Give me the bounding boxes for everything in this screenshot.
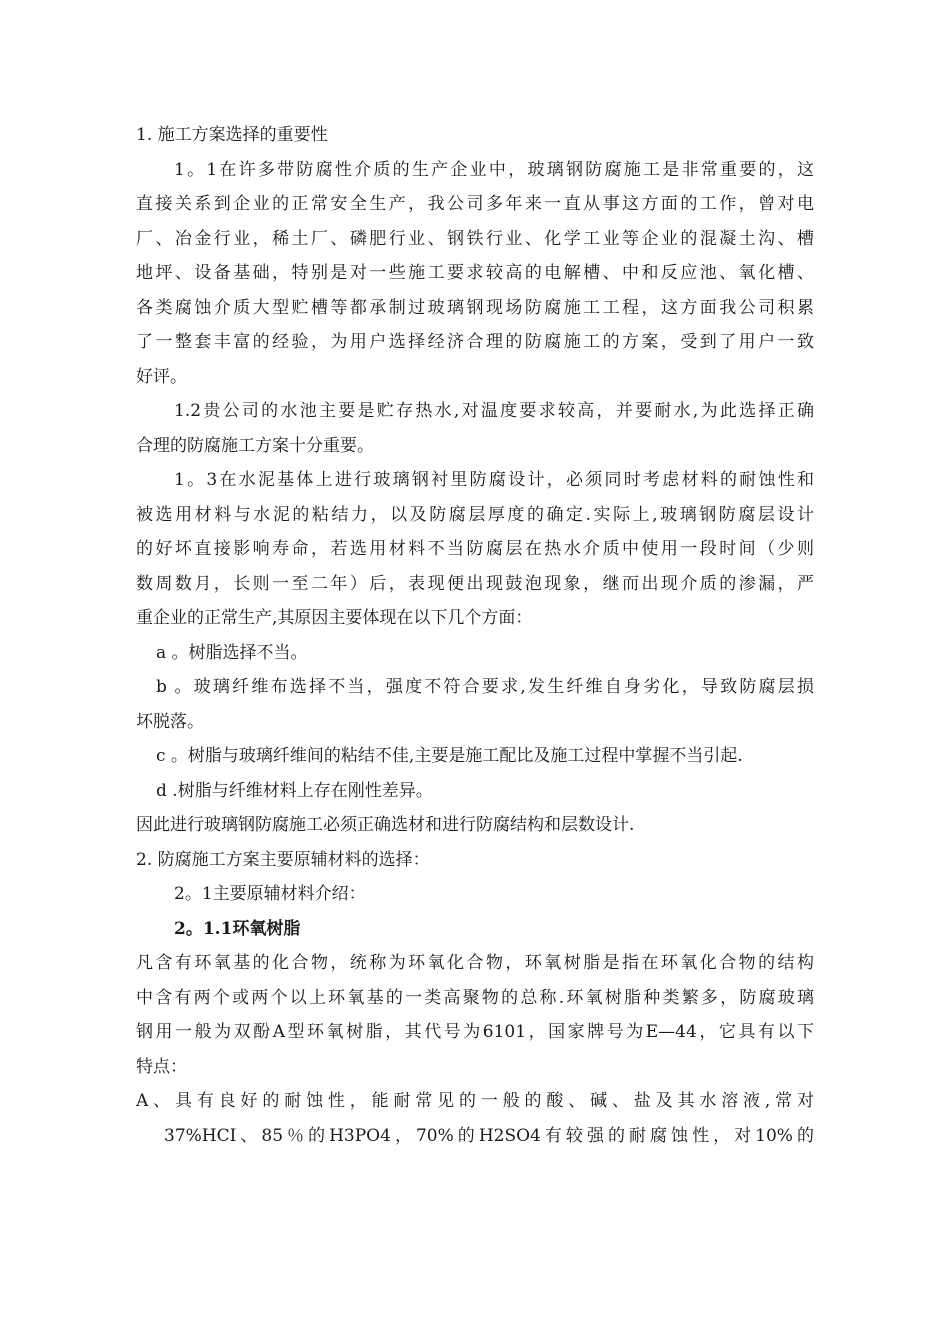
paragraph-line: 直接关系到企业的正常安全生产，我公司多年来一直从事这方面的工作，曾对电 [136,194,814,214]
paragraph-line: 坏脱落。 [136,711,204,732]
paragraph-line: 1。3在水泥基体上进行玻璃钢衬里防腐设计，必须同时考虑材料的耐蚀性和 [174,470,814,490]
paragraph-line: 1。1在许多带防腐性介质的生产企业中，玻璃钢防腐施工是非常重要的，这 [174,159,814,180]
paragraph-line: 凡含有环氧基的化合物，统称为环氧化合物，环氧树脂是指在环氧化合物的结构 [136,953,814,973]
paragraph-line: 数周数月，长则一至二年）后，表现便出现鼓泡现象，继而出现介质的渗漏，严 [136,573,814,594]
paragraph-line: 了一整套丰富的经验，为用户选择经济合理的防腐施工的方案，受到了用户一致 [136,332,814,352]
paragraph-line: 好评。 [136,366,187,387]
list-item-c: c 。树脂与玻璃纤维间的粘结不佳,主要是施工配比及施工过程中掌握不当引起. [156,746,743,766]
paragraph-line: 1.2贵公司的水池主要是贮存热水,对温度要求较高，并要耐水,为此选择正确 [174,401,814,421]
paragraph-line: 地坪、设备基础，特别是对一些施工要求较高的电解槽、中和反应池、氧化槽、 [136,263,814,283]
paragraph-line: 因此进行玻璃钢防腐施工必须正确选材和进行防腐结构和层数设计. [136,815,635,835]
list-item-a: a 。树脂选择不当。 [156,642,308,663]
section-heading-2: 2. 防腐施工方案主要原辅材料的选择： [136,849,430,870]
subsubsection-heading: 2。1.1环氧树脂 [174,918,301,939]
subsection-heading: 2。1主要原辅材料介绍： [174,884,366,904]
paragraph-line: 特点： [136,1056,187,1077]
paragraph-line: 的好坏直接影响寿命，若选用材料不当防腐层在热水介质中使用一段时间（少则 [136,539,814,559]
paragraph-line: 合理的防腐施工方案十分重要。 [136,435,374,456]
paragraph-line: 中含有两个或两个以上环氧基的一类高聚物的总称.环氧树脂种类繁多，防腐玻璃 [136,987,814,1008]
list-item-b: b 。玻璃纤维布选择不当，强度不符合要求,发生纤维自身劣化，导致防腐层损 [156,677,814,697]
document-page [136,118,814,1153]
paragraph-line: 钢用一般为双酚A型环氧树脂，其代号为6101，国家牌号为E—44，它具有以下 [136,1022,814,1042]
list-item-A: A、具有良好的耐蚀性，能耐常见的一般的酸、碱、盐及其水溶液,常对 [136,1091,814,1111]
paragraph-line: 37%HCI、85％的H3PO4，70%的H2SO4有较强的耐腐蚀性，对10%的 [164,1125,814,1146]
paragraph-line: 厂、冶金行业，稀土厂、磷肥行业、钢铁行业、化学工业等企业的混凝土沟、槽 [136,228,814,249]
section-heading-1: 1. 施工方案选择的重要性 [136,125,328,145]
paragraph-line: 各类腐蚀介质大型贮槽等都承制过玻璃钢现场防腐施工工程，这方面我公司积累 [136,297,814,318]
paragraph-line: 被选用材料与水泥的粘结力，以及防腐层厚度的确定.实际上,玻璃钢防腐层设计 [136,504,814,525]
paragraph-line: 重企业的正常生产,其原因主要体现在以下几个方面： [136,608,533,628]
list-item-d: d .树脂与纤维材料上存在刚性差异。 [156,780,433,801]
